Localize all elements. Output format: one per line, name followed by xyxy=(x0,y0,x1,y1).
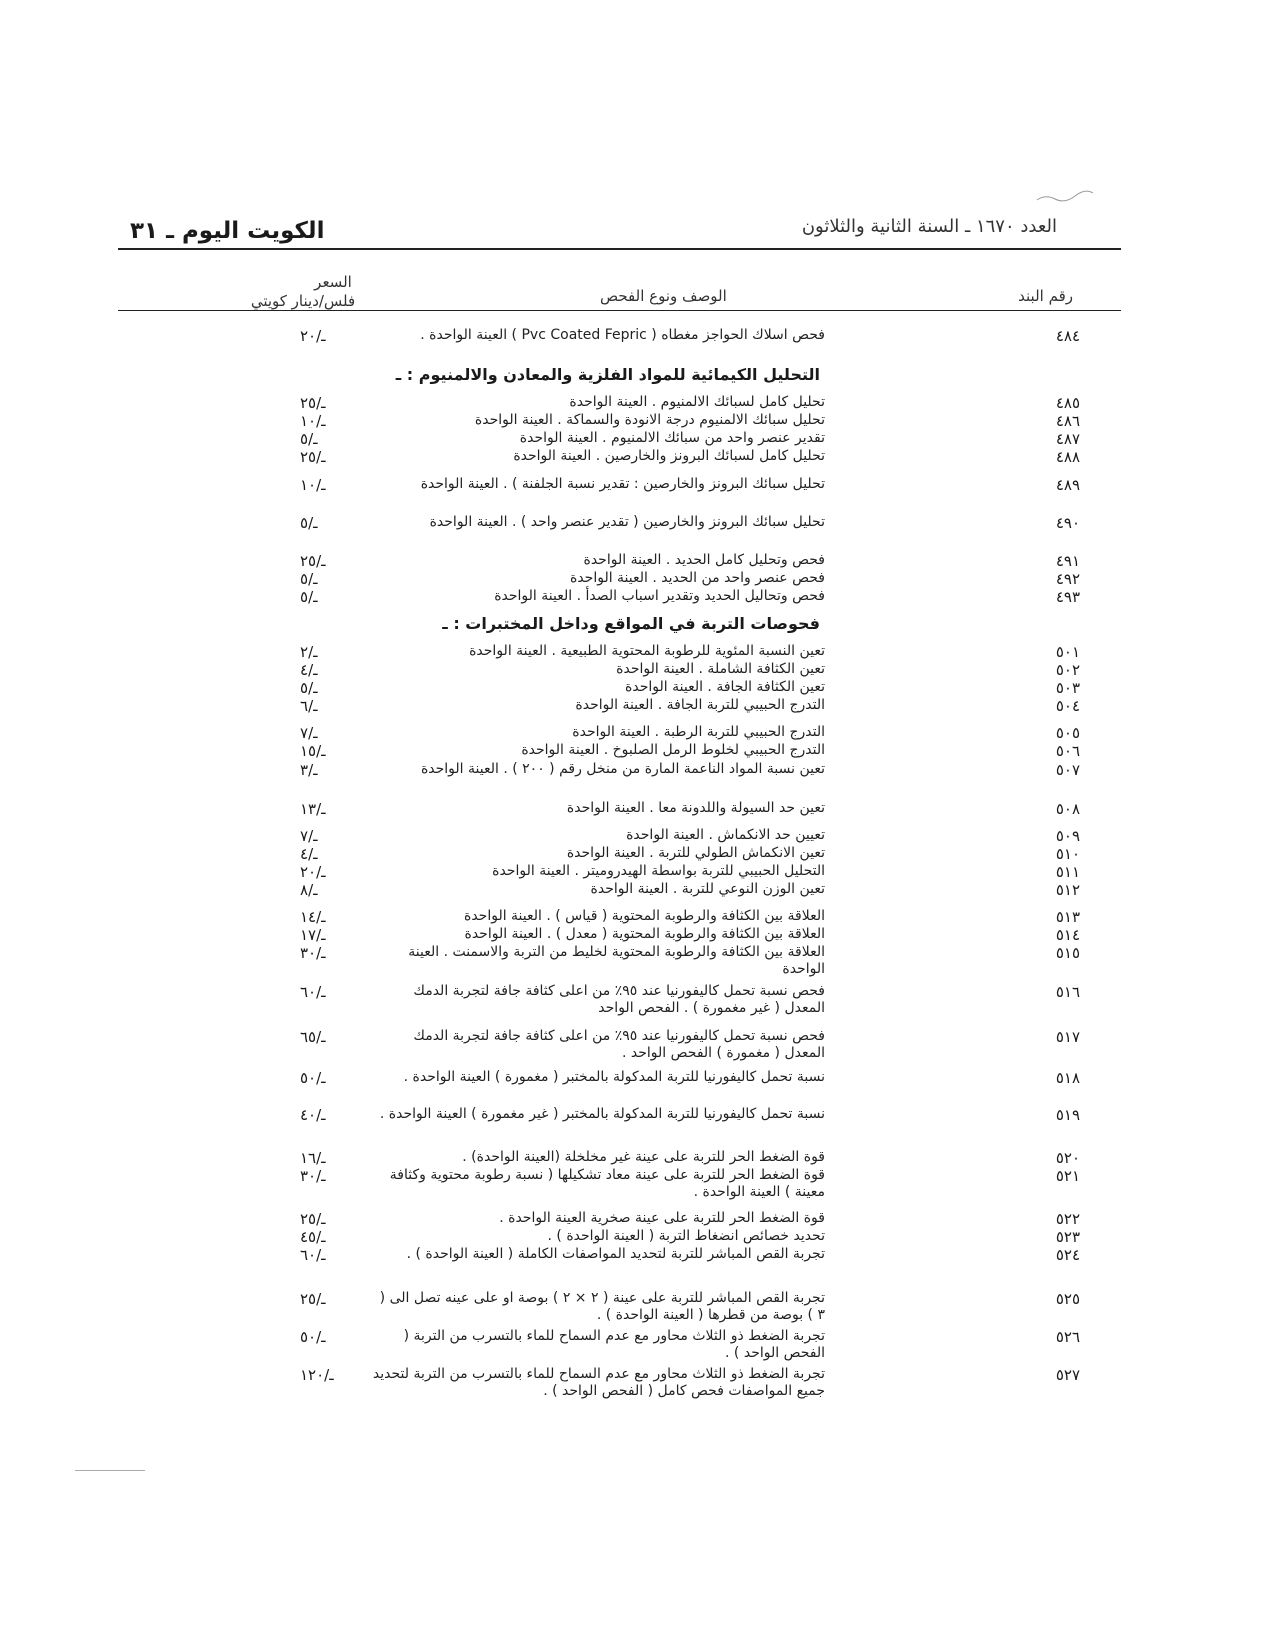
price-column-title: السعر xyxy=(314,273,352,291)
table-row xyxy=(300,742,1080,762)
item-price: ـ/١٦ xyxy=(300,1149,326,1167)
table-row xyxy=(300,1246,1080,1266)
table-row xyxy=(300,643,1080,663)
section-heading: فحوصات التربة في المواقع وداخل المختبرات : ـ xyxy=(442,614,820,633)
newspaper-title: الكويت اليوم ـ ٣١ xyxy=(130,218,325,244)
table-row xyxy=(300,1210,1080,1230)
item-number: ٤٨٧ xyxy=(1055,430,1080,448)
table-row xyxy=(300,430,1080,450)
item-number: ٥٢٣ xyxy=(1055,1228,1080,1246)
footer-rule xyxy=(75,1470,145,1471)
table-row xyxy=(300,800,1080,820)
item-price: ـ/٦ xyxy=(300,697,318,715)
table-row xyxy=(300,448,1080,468)
item-description: تحليل سبائك البرونز والخارصين : تقدير نسبة الجلفنة ) . العينة الواحدة xyxy=(420,476,825,492)
table-row xyxy=(300,661,1080,681)
item-number: ٥٠٩ xyxy=(1055,827,1080,845)
item-description: التدرج الحبيبي لخلوط الرمل الصلبوخ . العينة الواحدة xyxy=(521,742,825,758)
item-price: ـ/٥٠ xyxy=(300,1069,326,1087)
item-price: ـ/١٠ xyxy=(300,412,326,430)
item-price: ـ/٢٠ xyxy=(300,863,326,881)
item-price: ـ/٤٥ xyxy=(300,1228,326,1246)
item-price: ـ/٦٥ xyxy=(300,1028,326,1046)
item-price: ـ/٨ xyxy=(300,881,318,899)
item-price: ـ/١٣ xyxy=(300,800,326,818)
item-number: ٥٠٧ xyxy=(1055,761,1080,779)
table-row xyxy=(300,697,1080,717)
item-description: العلاقة بين الكثافة والرطوبة المحتوية ( قياس ) . العينة الواحدة xyxy=(463,908,825,924)
table-row xyxy=(300,552,1080,572)
item-price: ـ/٥ xyxy=(300,570,318,588)
table-row xyxy=(300,1028,1080,1061)
item-number: ٤٨٩ xyxy=(1055,476,1080,494)
item-description: فحص وتحاليل الحديد وتقدير اسباب الصدأ . العينة الواحدة xyxy=(494,588,825,604)
item-number: ٥١٢ xyxy=(1055,881,1080,899)
table-row xyxy=(300,1149,1080,1169)
table-row xyxy=(300,1328,1080,1361)
section-heading: التحليل الكيمائية للمواد الفلزية والمعادن والالمنيوم : ـ xyxy=(395,365,820,384)
item-number: ٥١٠ xyxy=(1055,845,1080,863)
item-number: ٥٠١ xyxy=(1055,643,1080,661)
item-description: فحص نسبة تحمل كاليفورنيا عند ٩٥٪ من اعلى كثافة جافة لتجربة الدمك المعدل ( غير مغمورة ) . الفحص الواحد xyxy=(413,983,825,1016)
item-number: ٥٠٤ xyxy=(1055,697,1080,715)
item-number: ٥٢٥ xyxy=(1055,1290,1080,1308)
item-number: ٤٩١ xyxy=(1055,552,1080,570)
item-description: تعين نسبة المواد الناعمة المارة من منخل رقم ( ٢٠٠ ) . العينة الواحدة xyxy=(420,761,825,777)
table-row xyxy=(300,1167,1080,1200)
item-description: تجربة القص المباشر للتربة على عينة ( ٢ × ٢ ) بوصة او على عينه تصل الى ( ٣ ) بوصة من قطرها ( العينة الواحدة ) . xyxy=(379,1290,825,1323)
table-row xyxy=(300,845,1080,865)
item-price: ـ/٢٥ xyxy=(300,394,326,412)
item-description: فحص وتحليل كامل الحديد . العينة الواحدة xyxy=(583,552,825,568)
item-description: نسبة تحمل كاليفورنيا للتربة المدكولة بالمختبر ( غير مغمورة ) العينة الواحدة . xyxy=(379,1106,825,1122)
item-number: ٥١٨ xyxy=(1055,1069,1080,1087)
item-price: ـ/٤٠ xyxy=(300,1106,326,1124)
table-row xyxy=(300,761,1080,781)
item-price: ـ/٤ xyxy=(300,661,318,679)
item-number: ٥٢٤ xyxy=(1055,1246,1080,1264)
item-description: التدرج الحبيبي للتربة الرطبة . العينة الواحدة xyxy=(572,724,825,740)
item-description: قوة الضغط الحر للتربة على عينة صخرية العينة الواحدة . xyxy=(499,1210,825,1226)
table-row xyxy=(300,1366,1080,1399)
table-row xyxy=(300,881,1080,901)
table-row xyxy=(300,588,1080,608)
item-description: تعين الكثافة الشاملة . العينة الواحدة xyxy=(616,661,825,677)
item-number: ٥١٥ xyxy=(1055,944,1080,962)
item-price: ـ/٧ xyxy=(300,724,318,742)
item-price: ـ/٥ xyxy=(300,588,318,606)
item-price: ـ/٧ xyxy=(300,827,318,845)
item-price: ـ/٢٥ xyxy=(300,1210,326,1228)
item-number: ٥٢٦ xyxy=(1055,1328,1080,1346)
item-price: ـ/٢ xyxy=(300,643,318,661)
item-number: ٥٢١ xyxy=(1055,1167,1080,1185)
description-column-header: الوصف ونوع الفحص xyxy=(600,287,727,305)
table-row xyxy=(300,394,1080,414)
table-row xyxy=(300,514,1080,534)
item-description: العلاقة بين الكثافة والرطوبة المحتوية ( معدل ) . العينة الواحدة xyxy=(464,926,825,942)
item-description: قوة الضغط الحر للتربة على عينة معاد تشكيلها ( نسبة رطوبة محتوية وكثافة معينة ) العينة الواحدة . xyxy=(389,1167,825,1200)
item-price: ـ/١٢٠ xyxy=(300,1366,334,1384)
item-description: فحص عنصر واحد من الحديد . العينة الواحدة xyxy=(569,570,825,586)
item-price: ـ/٣ xyxy=(300,761,318,779)
item-number: ٤٨٥ xyxy=(1055,394,1080,412)
item-description: تجربة القص المباشر للتربة لتحديد المواصفات الكاملة ( العينة الواحدة ) . xyxy=(406,1246,825,1262)
table-row xyxy=(300,1106,1080,1126)
table-row xyxy=(300,944,1080,977)
item-description: تعين الانكماش الطولي للتربة . العينة الواحدة xyxy=(566,845,825,861)
item-number: ٥٢٢ xyxy=(1055,1210,1080,1228)
item-price: ـ/١٧ xyxy=(300,926,326,944)
item-description: تحليل سبائك البرونز والخارصين ( تقدير عنصر واحد ) . العينة الواحدة xyxy=(429,514,825,530)
item-description: تعيين حد الانكماش . العينة الواحدة xyxy=(626,827,825,843)
item-price: ـ/٢٥ xyxy=(300,1290,326,1308)
table-row xyxy=(300,827,1080,847)
item-number: ٥١٤ xyxy=(1055,926,1080,944)
table-row xyxy=(300,983,1080,1016)
item-number: ٤٩٠ xyxy=(1055,514,1080,532)
item-price: ـ/٥٠ xyxy=(300,1328,326,1346)
table-row xyxy=(300,1069,1080,1089)
item-number: ٥١٧ xyxy=(1055,1028,1080,1046)
item-number: ٤٩٢ xyxy=(1055,570,1080,588)
item-description: تحديد خصائص انضغاط التربة ( العينة الواحدة ) . xyxy=(547,1228,825,1244)
item-description: تحليل كامل لسبائك الالمنيوم . العينة الواحدة xyxy=(569,394,825,410)
item-description: تعين الوزن النوعي للتربة . العينة الواحدة xyxy=(590,881,825,897)
item-number: ٥٠٣ xyxy=(1055,679,1080,697)
item-price: ـ/٢٥ xyxy=(300,552,326,570)
table-row xyxy=(300,908,1080,928)
item-price: ـ/١٥ xyxy=(300,742,326,760)
item-description: تجربة الضغط ذو الثلاث محاور مع عدم السماح للماء بالتسرب من التربة ( الفحص الواحد ) . xyxy=(403,1328,825,1361)
item-price: ـ/٢٠ xyxy=(300,327,326,345)
item-number: ٥٢٠ xyxy=(1055,1149,1080,1167)
item-number: ٤٨٦ xyxy=(1055,412,1080,430)
item-price: ـ/٥ xyxy=(300,430,318,448)
item-number: ٥٠٨ xyxy=(1055,800,1080,818)
header-rule xyxy=(118,248,1121,250)
item-price: ـ/٥ xyxy=(300,514,318,532)
item-price: ـ/٥ xyxy=(300,679,318,697)
item-price: ـ/٦٠ xyxy=(300,1246,326,1264)
item-price: ـ/٢٥ xyxy=(300,448,326,466)
table-row xyxy=(300,1228,1080,1248)
item-number: ٥١٩ xyxy=(1055,1106,1080,1124)
table-row xyxy=(300,1290,1080,1323)
item-description: فحص نسبة تحمل كاليفورنيا عند ٩٥٪ من اعلى كثافة جافة لتجربة الدمك المعدل ( مغمورة ) الفحص الواحد . xyxy=(413,1028,825,1061)
item-description: فحص اسلاك الحواجز مغطاه ( Pvc Coated Fepric ) العينة الواحدة . xyxy=(420,327,825,343)
item-description: نسبة تحمل كاليفورنيا للتربة المدكولة بالمختبر ( مغمورة ) العينة الواحدة . xyxy=(403,1069,825,1085)
item-price: ـ/٤ xyxy=(300,845,318,863)
item-description: تجربة الضغط ذو الثلاث محاور مع عدم السماح للماء بالتسرب من التربة لتحديد جميع المواصفات فحص كامل ( الفحص الواحد ) . xyxy=(372,1366,825,1399)
item-price: ـ/٣٠ xyxy=(300,1167,326,1185)
table-row xyxy=(300,412,1080,432)
column-header-rule xyxy=(118,310,1121,311)
item-number: ٥٢٧ xyxy=(1055,1366,1080,1384)
item-description: تحليل سبائك الالمنيوم درجة الانودة والسماكة . العينة الواحدة xyxy=(474,412,825,428)
issue-info: العدد ١٦٧٠ ـ السنة الثانية والثلاثون xyxy=(801,216,1057,237)
table-row xyxy=(300,570,1080,590)
table-row xyxy=(300,476,1080,496)
table-row xyxy=(300,926,1080,946)
item-number: ٥٠٥ xyxy=(1055,724,1080,742)
item-description: العلاقة بين الكثافة والرطوبة المحتوية لخليط من التربة والاسمنت . العينة الواحدة xyxy=(408,944,825,977)
item-number: ٥١٦ xyxy=(1055,983,1080,1001)
table-row xyxy=(300,724,1080,744)
item-description: التحليل الحبيبي للتربة بواسطة الهيدروميتر . العينة الواحدة xyxy=(492,863,825,879)
item-number-column-header: رقم البند xyxy=(1018,287,1073,305)
table-row xyxy=(300,863,1080,883)
item-description: تعين حد السيولة واللدونة معا . العينة الواحدة xyxy=(566,800,825,816)
item-number: ٤٨٨ xyxy=(1055,448,1080,466)
item-description: التدرج الحبيبي للتربة الجافة . العينة الواحدة xyxy=(575,697,825,713)
item-description: تقدير عنصر واحد من سبائك الالمنيوم . العينة الواحدة xyxy=(519,430,825,446)
table-row xyxy=(300,679,1080,699)
price-column-unit: فلس/دينار كويتي xyxy=(250,292,356,310)
item-number: ٥٠٢ xyxy=(1055,661,1080,679)
item-number: ٥١٣ xyxy=(1055,908,1080,926)
scan-smudge-mark xyxy=(1035,190,1095,204)
item-description: تحليل كامل لسبائك البرونز والخارصين . العينة الواحدة xyxy=(513,448,825,464)
table-row xyxy=(300,327,1080,347)
item-price: ـ/١٤ xyxy=(300,908,326,926)
item-description: قوة الضغط الحر للتربة على عينة غير مخلخلة (العينة الواحدة) . xyxy=(462,1149,825,1165)
item-description: تعين الكثافة الجافة . العينة الواحدة xyxy=(625,679,825,695)
item-number: ٥٠٦ xyxy=(1055,742,1080,760)
item-number: ٥١١ xyxy=(1055,863,1080,881)
item-price: ـ/١٠ xyxy=(300,476,326,494)
price-column-header xyxy=(228,273,378,311)
item-price: ـ/٦٠ xyxy=(300,983,326,1001)
item-number: ٤٩٣ xyxy=(1055,588,1080,606)
item-number: ٤٨٤ xyxy=(1055,327,1080,345)
item-price: ـ/٣٠ xyxy=(300,944,326,962)
item-description: تعين النسبة المئوية للرطوبة المحتوية الطبيعية . العينة الواحدة xyxy=(469,643,825,659)
